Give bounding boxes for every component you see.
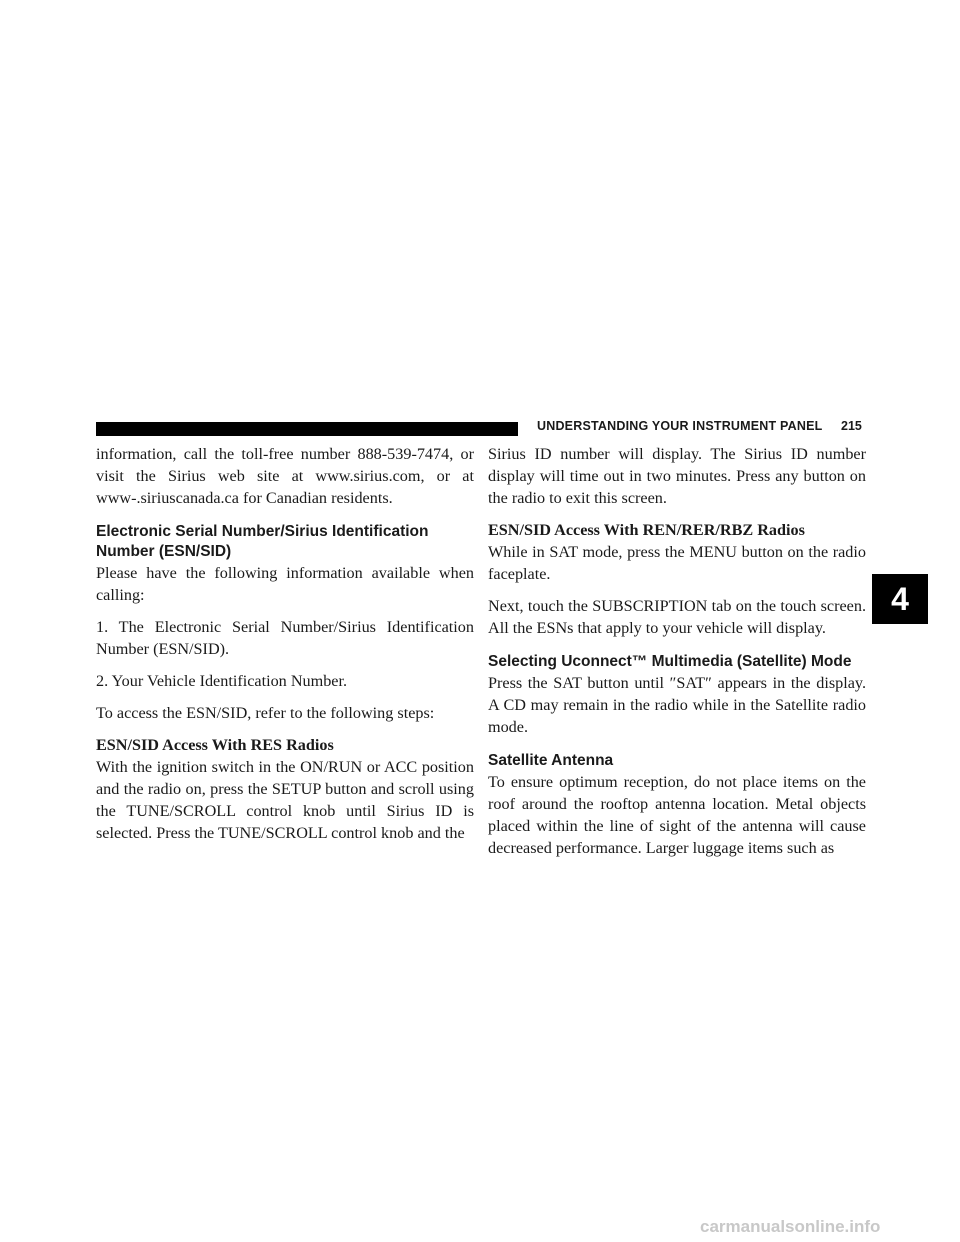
paragraph-contact-info: information, call the toll-free number 888-539-7474, or visit the Sirius web site at www.sirius.com, or at www-.siriuscanada.ca for Canadian residents. <box>96 445 474 507</box>
paragraph-sirius-id-display: Sirius ID number will display. The Sirius ID number display will time out in two minutes. Press any button on the radio to exit this screen. <box>488 445 866 507</box>
paragraph-sat-button: Press the SAT button until ″SAT″ appears in the display. A CD may remain in the radio while in the Satellite radio mode. <box>488 674 866 736</box>
paragraph-subscription-tab: Next, touch the SUBSCRIPTION tab on the touch screen. All the ESNs that apply to your vehicle will display. <box>488 597 866 637</box>
paragraph-access-steps: To access the ESN/SID, refer to the following steps: <box>96 704 435 722</box>
left-column <box>96 442 474 854</box>
paragraph-sat-mode: While in SAT mode, press the MENU button on the radio faceplate. <box>488 543 866 583</box>
running-header-title: UNDERSTANDING YOUR INSTRUMENT PANEL <box>537 419 823 433</box>
paragraph-item-1: 1. The Electronic Serial Number/Sirius Identification Number (ESN/SID). <box>96 618 474 658</box>
header-rule-bar <box>96 422 518 436</box>
heading-satellite-antenna: Satellite Antenna <box>488 752 614 769</box>
heading-ren-radios: ESN/SID Access With REN/RER/RBZ Radios <box>488 521 805 539</box>
watermark-text: carmanualsonline.info <box>700 1217 881 1236</box>
paragraph-item-2: 2. Your Vehicle Identification Number. <box>96 672 348 690</box>
heading-esn-sid-line1: Electronic Serial Number/Sirius Identification <box>96 523 429 540</box>
paragraph-antenna-reception: To ensure optimum reception, do not place items on the roof around the rooftop antenna location. Metal objects placed within the line of sight of the antenna will cause decreased performance. Larger luggage items such as <box>488 773 866 857</box>
chapter-tab: 4 <box>872 574 928 624</box>
page-number: 215 <box>841 419 862 433</box>
paragraph-have-info: Please have the following information available when calling: <box>96 564 474 604</box>
heading-uconnect-mode: Selecting Uconnect™ Multimedia (Satellite) Mode <box>488 653 852 670</box>
heading-res-radios: ESN/SID Access With RES Radios <box>96 736 334 754</box>
heading-esn-sid <box>96 522 474 562</box>
paragraph-res-instructions: With the ignition switch in the ON/RUN or ACC position and the radio on, press the SETUP button and scroll using the TUNE/SCROLL control knob until Sirius ID is selected. Press the TUNE/SCROLL control knob and the <box>96 758 474 842</box>
right-column <box>488 442 866 869</box>
heading-esn-sid-line2: Number (ESN/SID) <box>96 543 232 560</box>
